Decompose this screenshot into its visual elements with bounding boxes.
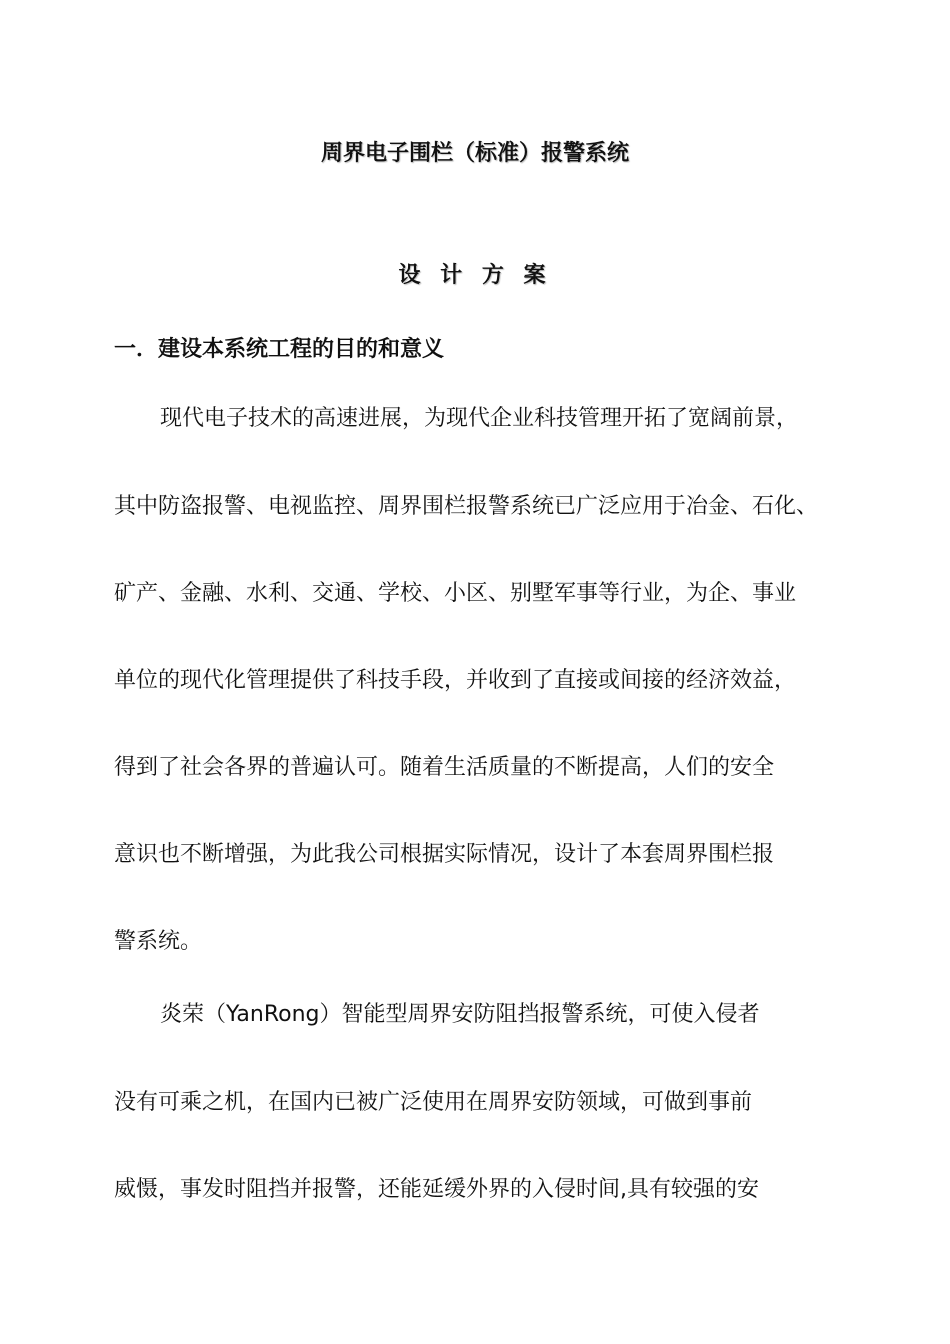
paragraph-line: 炎荣（YanRong）智能型周界安防阻挡报警系统，可使入侵者: [160, 1002, 760, 1027]
paragraph-line: 没有可乘之机，在国内已被广泛使用在周界安防领域，可做到事前: [114, 1090, 753, 1115]
paragraph-line: 警系统。: [114, 929, 203, 954]
section-heading: 一．建设本系统工程的目的和意义: [114, 337, 445, 362]
document-subtitle: 设 计 方 案: [398, 263, 552, 288]
paragraph-line: 矿产、金融、水利、交通、学校、小区、别墅军事等行业，为企、事业: [114, 581, 797, 606]
document-title: 周界电子围栏（标准）报警系统: [320, 141, 629, 166]
paragraph-line: 其中防盗报警、电视监控、周界围栏报警系统已广泛应用于冶金、石化、: [114, 494, 819, 519]
paragraph-line: 单位的现代化管理提供了科技手段，并收到了直接或间接的经济效益，: [114, 668, 797, 693]
paragraph-line: 意识也不断增强，为此我公司根据实际情况，设计了本套周界围栏报: [114, 842, 775, 867]
paragraph-line: 威慑，事发时阻挡并报警，还能延缓外界的入侵时间,具有较强的安: [114, 1177, 759, 1202]
paragraph-line: 现代电子技术的高速进展，为现代企业科技管理开拓了宽阔前景，: [160, 406, 799, 431]
paragraph-line: 得到了社会各界的普遍认可。随着生活质量的不断提高，人们的安全: [114, 755, 775, 780]
